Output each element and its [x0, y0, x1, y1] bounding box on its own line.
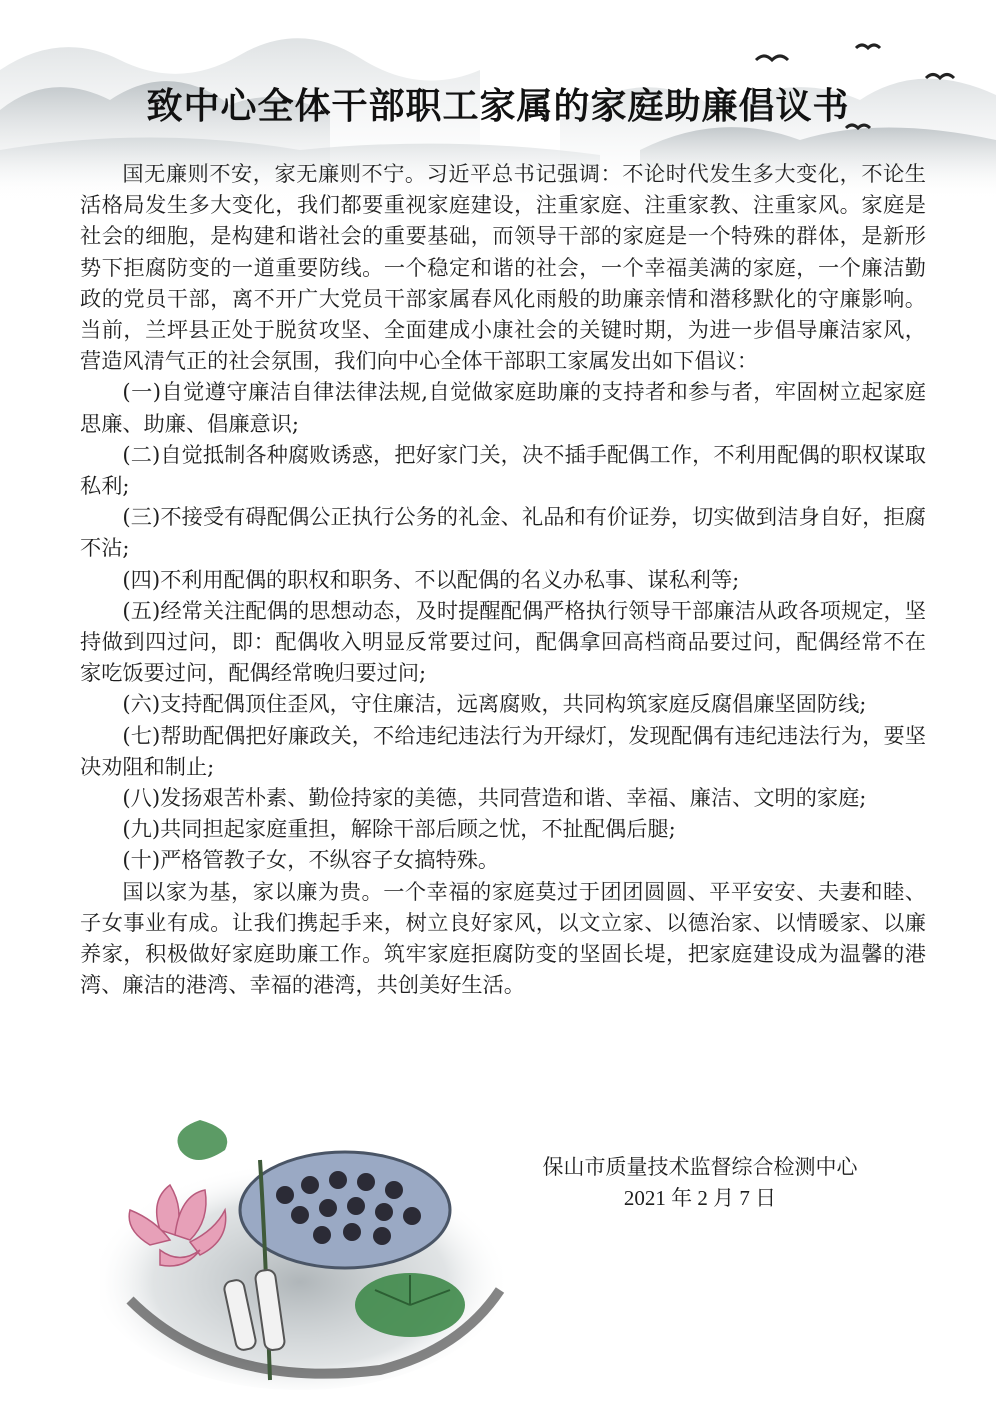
proposal-item-8: (八)发扬艰苦朴素、勤俭持家的美德，共同营造和谐、幸福、廉洁、文明的家庭;	[122, 785, 867, 811]
proposal-item-9: (九)共同担起家庭重担，解除干部后顾之忧，不扯配偶后腿;	[122, 816, 676, 842]
proposal-item-10: (十)严格管教子女，不纵容子女搞特殊。	[122, 847, 500, 873]
proposal-item-5: (五)经常关注配偶的思想动态，及时提醒配偶严格执行领导干部廉洁从政各项规定，坚持做到四过问，即：配偶收入明显反常要过问，配偶拿回高档商品要过问，配偶经常不在家吃饭要过问，配偶经常晚归要过问;	[80, 597, 926, 686]
proposal-item-7: (七)帮助配偶把好廉政关，不给违纪违法行为开绿灯，发现配偶有违纪违法行为，要坚决劝阻和制止;	[80, 722, 926, 779]
proposal-item-3: (三)不接受有碍配偶公正执行公务的礼金、礼品和有价证券，切实做到洁身自好，拒腐不沾;	[80, 504, 926, 561]
document-title: 致中心全体干部职工家属的家庭助廉倡议书	[146, 86, 850, 127]
proposal-item-2: (二)自觉抵制各种腐败诱惑，把好家门关，决不插手配偶工作，不利用配偶的职权谋取私利;	[80, 441, 926, 499]
proposal-item-4: (四)不利用配偶的职权和职务、不以配偶的名义办私事、谋私利等;	[122, 566, 740, 592]
proposal-item-1: (一)自觉遵守廉洁自律法律法规,自觉做家庭助廉的支持者和参与者，牢固树立起家庭思廉、助廉、倡廉意识;	[80, 379, 926, 436]
lotus-seedpod-ink-painting-icon	[100, 1090, 520, 1390]
proposal-item-6: (六)支持配偶顶住歪风，守住廉洁，远离腐败，共同构筑家庭反腐倡廉坚固防线;	[122, 691, 867, 717]
issuing-organization: 保山市质量技术监督综合检测中心	[542, 1155, 858, 1179]
signature-block	[520, 1152, 880, 1214]
closing-paragraph: 国以家为基，家以廉为贵。一个幸福的家庭莫过于团团圆圆、平平安安、夫妻和睦、子女事业有成。让我们携起手来，树立良好家风，以文立家、以德治家、以情暖家、以廉养家，积极做好家庭助廉工作。筑牢家庭拒腐防变的坚固长堤，把家庭建设成为温馨的港湾、廉洁的港湾、幸福的港湾，共创美好生活。	[80, 878, 926, 998]
issue-date: 2021 年 2 月 7 日	[623, 1186, 777, 1210]
intro-paragraph: 国无廉则不安，家无廉则不宁。习近平总书记强调：不论时代发生多大变化，不论生活格局发生多大变化，我们都要重视家庭建设，注重家庭、注重家教、注重家风。家庭是社会的细胞，是构建和谐社会的重要基础，而领导干部的家庭是一个特殊的群体，是新形势下拒腐防变的一道重要防线。一个稳定和谐的社会，一个幸福美满的家庭，一个廉洁勤政的党员干部，离不开广大党员干部家属春风化雨般的助廉亲情和潜移默化的守廉影响。当前，兰坪县正处于脱贫攻坚、全面建成小康社会的关键时期，为进一步倡导廉洁家风，营造风清气正的社会氛围，我们向中心全体干部职工家属发出如下倡议：	[80, 161, 926, 374]
letter-body	[80, 158, 926, 1000]
